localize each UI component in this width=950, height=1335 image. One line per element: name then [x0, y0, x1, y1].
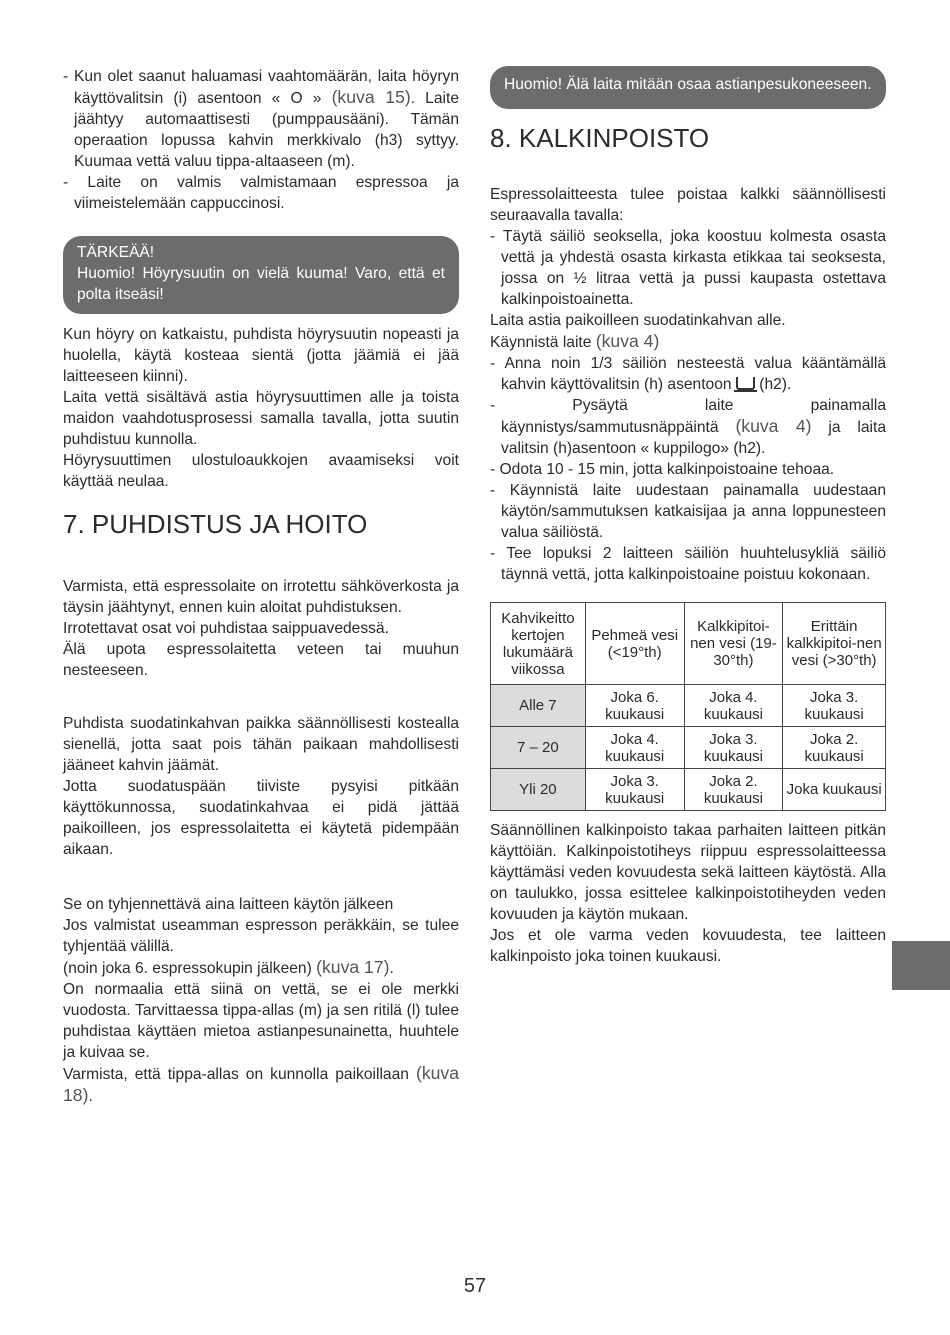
list-item: - Laite on valmis valmistamaan espressoa ja viimeistelemään cappuccinosi. [63, 174, 459, 212]
note-text: Huomio! Höyrysuutin on vielä kuuma! Varo, että et polta itseäsi! [77, 265, 445, 303]
paragraph: Se on tyhjennettävä aina laitteen käytön jälkeen [63, 896, 394, 913]
figure-reference: (kuva 4) [735, 416, 812, 436]
figure-reference: (kuva 15) [331, 87, 411, 107]
note-text: Huomio! Älä laita mitään osaa astianpesukoneeseen. [504, 76, 872, 93]
table-row [491, 769, 886, 811]
table-cell: Joka 4. kuukausi [585, 727, 684, 769]
bullet-text: Pysäytä laite painamalla käynnistys/sammutusnäppäintä [501, 397, 886, 436]
page-number: 57 [463, 1275, 487, 1297]
bullet-text: Täytä säiliö seoksella, joka koostuu kolmesta osasta vettä ja yhdestä osasta kirkasta etikkaa tai seoksesta, jossa on ½ litraa vettä ja pussi kaupasta ostettava kalkinpoistoainetta. [501, 228, 887, 308]
table-header-cell: Kahvikeitto kertojen lukumäärä viikossa [491, 603, 586, 685]
figure-reference: (kuva 18) [63, 1063, 459, 1105]
paragraph [490, 331, 886, 353]
table-cell: Yli 20 [491, 769, 586, 811]
paragraph: Höyrysuuttimen ulostuloaukkojen avaamiseksi voit käyttää neulaa. [63, 452, 459, 490]
table-row [491, 685, 886, 727]
paragraph-tail: . [88, 1088, 93, 1105]
table-header-cell: Erittäin kalkkipitoi-nen vesi (>30°th) [783, 603, 886, 685]
paragraph: Säännöllinen kalkinpoisto takaa parhaiten laitteen pitkän käyttöiän. Kalkinpoistotiheys riippuu espressolaitteessa käyttämäsi veden kovuudesta sekä laitteen käytöstä. Alla on taulukko, jossa esittelee kalkinpoistotiheyden veden kovuuden ja käytön mukaan. [490, 822, 886, 923]
table-cell: Joka 4. kuukausi [684, 685, 783, 727]
bullet-text: Anna noin 1/3 säiliön nesteestä valua kääntämällä kahvin käyttövalitsin (h) asentoon [501, 355, 886, 393]
paragraph: Jotta suodatuspään tiiviste pysyisi pitkään käyttökunnossa, suodatinkahvaa ei pidä jättää paikoilleen, jos espressolaitetta ei käytetä pidempään aikaan. [63, 778, 459, 858]
descaling-explanation [490, 820, 886, 967]
table-cell: Joka 3. kuukausi [684, 727, 783, 769]
paragraph: Puhdista suodatinkahvan paikka säännöllisesti kostealla sienellä, jotta saat pois tähän paikaan mahdollisesti jääneet kahvin jäämät. [63, 715, 459, 774]
paragraph [63, 957, 459, 979]
figure-reference: (kuva 17) [316, 957, 390, 977]
chapter-tab-marker [892, 941, 950, 990]
table-cell: Joka 2. kuukausi [684, 769, 783, 811]
paragraph: Irrotettavat osat voi puhdistaa saippuavedessä. [63, 620, 389, 637]
section-7-title: 7. PUHDISTUS JA HOITO [63, 509, 368, 539]
bullet-tail: ja laita valitsin (h)asentoon « kuppilogo» (h2). [501, 419, 887, 457]
table-header-cell: Pehmeä vesi (<19°th) [585, 603, 684, 685]
paragraph: Kun höyry on katkaistu, puhdista höyrysuutin nopeasti ja huolella, käytä kosteaa sientä (jotta jäämiä ei jää laitteeseen kiinni). [63, 326, 459, 385]
table-cell: Joka 6. kuukausi [585, 685, 684, 727]
descaling-table [490, 602, 886, 811]
paragraph: Laita vettä sisältävä astia höyrysuuttimen alle ja toista maidon vaahdotusprosessi samalla tavalla, jotta suutin puhdistuu kunnolla. [63, 389, 459, 448]
list-item: - Odota 10 - 15 min, jotta kalkinpoistoaine tehoaa. [490, 461, 835, 478]
list-item: - Täytä säiliö seoksella, joka koostuu kolmesta osasta vettä ja yhdestä osasta kirkasta etikkaa tai seoksesta, jossa on ½ litraa vettä ja pussi kaupasta ostettava kalkinpoistoainetta. [490, 228, 887, 308]
section-8-title: 8. KALKINPOISTO [490, 123, 710, 153]
table-header-cell: Kalkkipitoi-nen vesi (19-30°th) [684, 603, 783, 685]
list-item: - Käynnistä laite uudestaan painamalla uudestaan käytön/sammutuksen katkaisijaa ja anna loppunesteen valua säiliöstä. [490, 482, 886, 541]
dishwasher-note [490, 66, 886, 109]
list-item: - Pysäytä laite painamalla käynnistys/sammutusnäppäintä (kuva 4) ja laita valitsin (h)asentoon « kuppilogo» (h2). [490, 397, 887, 457]
paragraph: On normaalia että siinä on vettä, se ei ole merkki vuodosta. Tarvittaessa tippa-allas (m) ja sen ritilä (l) tulee puhdistaa käyttäen mietoa astianpesunainetta, huuhtele ja kuivaa se. [63, 981, 459, 1061]
paragraph-text: (noin joka 6. espressokupin jälkeen) [63, 960, 312, 977]
figure-reference: (kuva 4) [595, 331, 660, 351]
list-item: - Tee lopuksi 2 laitteen säiliön huuhtelusykliä säiliö täynnä vettä, jotta kalkinpoistoaine poistuu kokonaan. [490, 545, 886, 583]
paragraph: Jos et ole varma veden kovuudesta, tee laitteen kalkinpoisto joka toinen kuukausi. [490, 927, 886, 965]
table-cell: Alle 7 [491, 685, 586, 727]
paragraph-text: Varmista, että tippa-allas on kunnolla paikoillaan [63, 1066, 409, 1083]
bullet-text: Käynnistä laite uudestaan painamalla uudestaan käytön/sammutuksen katkaisijaa ja anna loppunesteen valua säiliöstä. [501, 482, 886, 541]
list-item: - Anna noin 1/3 säiliön nesteestä valua kääntämällä kahvin käyttövalitsin (h) asentoon (h2). [490, 355, 886, 393]
table-cell: Joka kuukausi [783, 769, 886, 811]
table-cell: Joka 3. kuukausi [783, 685, 886, 727]
table-cell: Joka 2. kuukausi [783, 727, 886, 769]
bullet-tail: . Laite jäähtyy automaattisesti (pumppausääni). Tämän operaation lopussa kahvin merkkivalo (h3) syttyy. Kuumaa vettä valuu tippa-altaaseen (m). [74, 90, 459, 170]
section-7-block-3 [63, 894, 459, 1107]
bullet-text: Odota 10 - 15 min, jotta kalkinpoistoaine tehoaa. [499, 461, 835, 478]
descaling-instructions [490, 184, 886, 585]
steam-cleaning-text [63, 324, 459, 492]
note-title: TÄRKEÄÄ! [77, 244, 155, 261]
left-column [63, 66, 459, 1107]
paragraph: Varmista, että espressolaite on irrotettu sähköverkosta ja täysin jäähtynyt, ennen kuin aloitat puhdistuksen. [63, 578, 459, 616]
paragraph: Älä upota espressolaitetta veteen tai muuhun nesteeseen. [63, 641, 459, 679]
paragraph-tail: . [389, 960, 394, 977]
table-header-row [491, 603, 886, 685]
paragraph: Jos valmistat useamman espresson peräkkäin, se tulee tyhjentää välillä. [63, 917, 459, 955]
table-cell: 7 – 20 [491, 727, 586, 769]
paragraph-text: Käynnistä laite [490, 334, 592, 351]
bullet-tail: (h2). [759, 376, 792, 393]
bullet-text: Kun olet saanut haluamasi vaahtomäärän, laita höyryn käyttövalitsin (i) asentoon « O » [74, 68, 460, 107]
paragraph: Espressolaitteesta tulee poistaa kalkki säännöllisesti seuraavalla tavalla: [490, 186, 886, 224]
bullet-text: Tee lopuksi 2 laitteen säiliön huuhtelusykliä säiliö täynnä vettä, jotta kalkinpoistoaine poistuu kokonaan. [501, 545, 886, 583]
table-cell: Joka 3. kuukausi [585, 769, 684, 811]
table-row [491, 727, 886, 769]
paragraph [63, 1063, 459, 1107]
right-column [490, 66, 886, 967]
section-7-block-1 [63, 576, 459, 681]
paragraph: Laita astia paikoilleen suodatinkahvan alle. [490, 312, 786, 329]
important-note [63, 236, 459, 314]
bullet-text: Laite on valmis valmistamaan espressoa ja viimeistelemään cappuccinosi. [74, 174, 459, 212]
cup-icon [736, 377, 755, 390]
section-7-block-2 [63, 713, 459, 860]
list-item: - Kun olet saanut haluamasi vaahtomäärän, laita höyryn käyttövalitsin (i) asentoon « O » (kuva 15). Laite jäähtyy automaattisesti (pumppausääni). Tämän operaation lopussa kahvin merkkivalo (h3) syttyy. Kuumaa vettä valuu tippa-altaaseen (m). [63, 68, 460, 170]
